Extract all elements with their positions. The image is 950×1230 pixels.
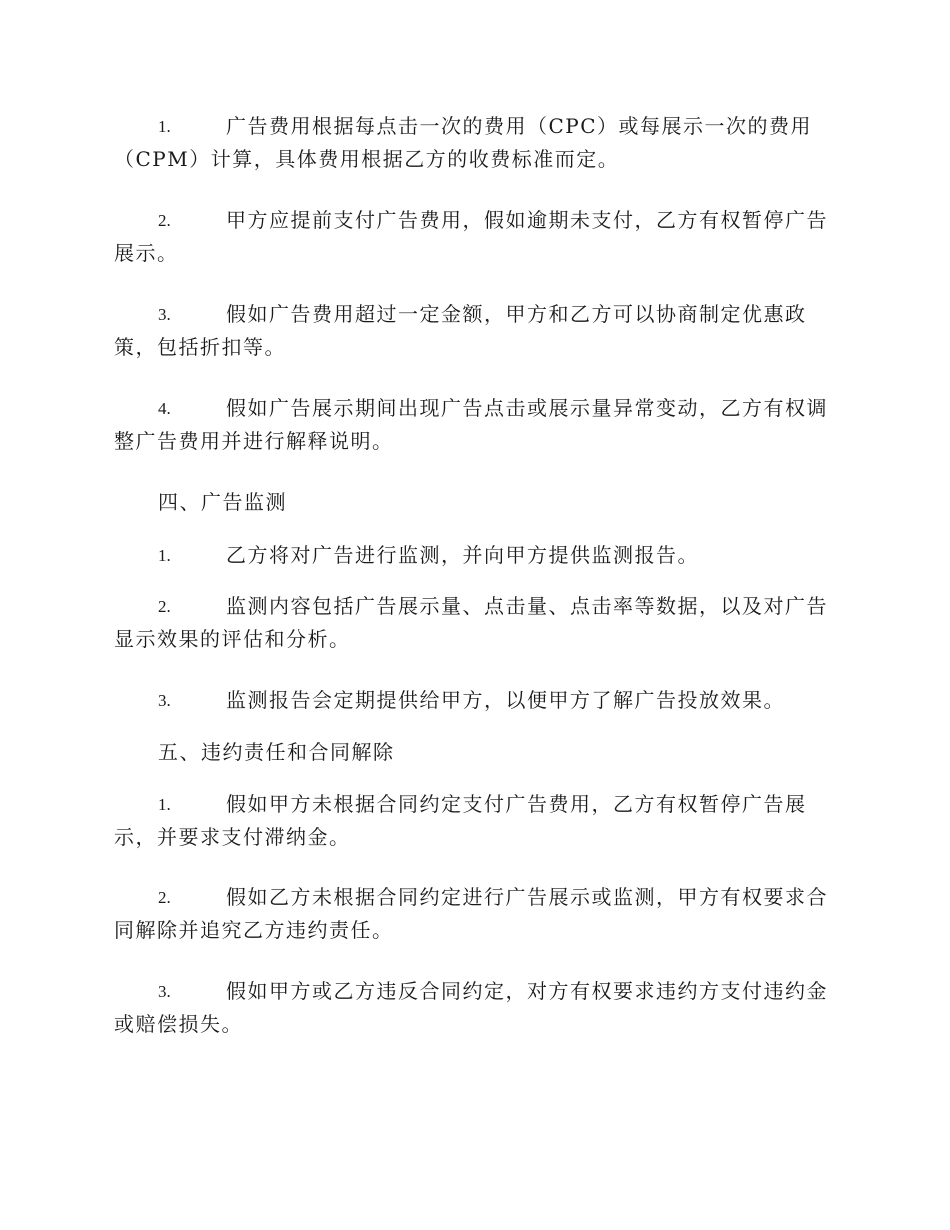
item-text-line-1: 假如甲方未根据合同约定支付广告费用，乙方有权暂停广告展 (226, 792, 807, 816)
item-number: 1. (158, 546, 171, 565)
fee-item-1 (114, 110, 839, 176)
item-text-line-1: 假如乙方未根据合同约定进行广告展示或监测，甲方有权要求合 (226, 885, 828, 909)
item-number: 1. (158, 117, 171, 136)
item-number: 2. (158, 597, 171, 616)
monitor-item-3 (114, 684, 839, 717)
item-text-line-2: 展示。 (114, 241, 179, 265)
fee-item-4 (114, 392, 839, 458)
item-text-line-1: 假如广告展示期间出现广告点击或展示量异常变动，乙方有权调 (226, 396, 828, 420)
fee-item-3 (114, 298, 839, 364)
monitor-item-1 (114, 539, 839, 572)
item-text-line-1: 假如广告费用超过一定金额，甲方和乙方可以协商制定优惠政 (226, 302, 807, 326)
item-text-line-1: 假如甲方或乙方违反合同约定，对方有权要求违约方支付违约金 (226, 979, 828, 1003)
item-text-line-1: 乙方将对广告进行监测，并向甲方提供监测报告。 (226, 543, 699, 567)
item-number: 4. (158, 399, 171, 418)
breach-item-1 (114, 788, 839, 854)
item-text-line-1: 监测内容包括广告展示量、点击量、点击率等数据，以及对广告 (226, 594, 828, 618)
item-number: 3. (158, 982, 171, 1001)
item-text-line-2: （CPM）计算，具体费用根据乙方的收费标准而定。 (114, 147, 620, 171)
section-heading-breach: 五、违约责任和合同解除 (158, 740, 395, 764)
item-number: 2. (158, 888, 171, 907)
breach-item-2 (114, 881, 839, 947)
item-text-line-1: 广告费用根据每点击一次的费用（CPC）或每展示一次的费用 (226, 114, 813, 138)
breach-item-3 (114, 975, 839, 1041)
section-heading-monitoring: 四、广告监测 (158, 490, 287, 514)
item-text-line-1: 甲方应提前支付广告费用，假如逾期未支付，乙方有权暂停广告 (226, 208, 828, 232)
item-number: 3. (158, 305, 171, 324)
item-number: 2. (158, 211, 171, 230)
item-text-line-2: 示，并要求支付滞纳金。 (114, 825, 351, 849)
item-text-line-2: 整广告费用并进行解释说明。 (114, 429, 394, 453)
item-number: 3. (158, 691, 171, 710)
item-text-line-1: 监测报告会定期提供给甲方，以便甲方了解广告投放效果。 (226, 688, 785, 712)
fee-item-2 (114, 204, 839, 270)
item-text-line-2: 同解除并追究乙方违约责任。 (114, 918, 394, 942)
monitor-item-2 (114, 590, 839, 656)
item-text-line-2: 策，包括折扣等。 (114, 335, 286, 359)
item-text-line-2: 显示效果的评估和分析。 (114, 627, 351, 651)
item-number: 1. (158, 795, 171, 814)
item-text-line-2: 或赔偿损失。 (114, 1012, 243, 1036)
